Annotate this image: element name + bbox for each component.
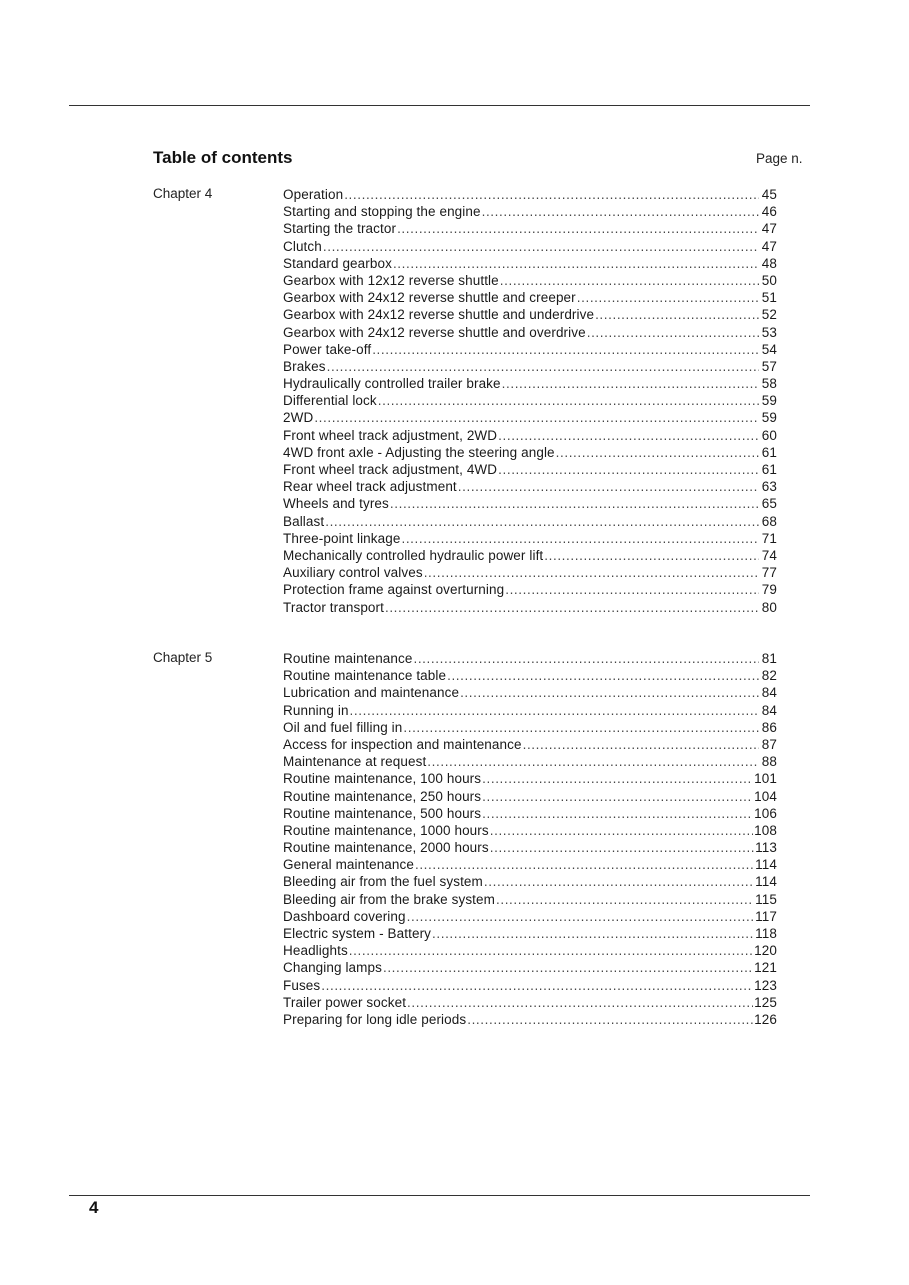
toc-entry-title: Gearbox with 24x12 reverse shuttle and creeper bbox=[283, 290, 576, 306]
toc-list-chapter-4 bbox=[283, 186, 777, 616]
dot-leader bbox=[390, 495, 759, 512]
toc-entry-page: 101 bbox=[754, 771, 777, 787]
toc-entry-title: Gearbox with 12x12 reverse shuttle bbox=[283, 272, 499, 288]
toc-entry-title: Front wheel track adjustment, 4WD bbox=[283, 462, 498, 477]
toc-entry-title: Brakes bbox=[283, 358, 326, 374]
toc-entry bbox=[283, 702, 777, 719]
toc-entry bbox=[283, 822, 777, 839]
toc-entry bbox=[283, 684, 777, 701]
toc-entry bbox=[283, 650, 777, 667]
toc-entry-title: Oil and fuel filling in bbox=[283, 719, 403, 735]
toc-entry-title: Lubrication and maintenance bbox=[283, 685, 460, 701]
toc-entry-title: Routine maintenance table bbox=[283, 668, 447, 684]
dot-leader bbox=[458, 478, 759, 495]
dot-leader bbox=[556, 444, 759, 461]
dot-leader bbox=[327, 358, 759, 375]
toc-entry bbox=[283, 186, 777, 203]
dot-leader bbox=[467, 1011, 753, 1028]
dot-leader bbox=[427, 753, 759, 770]
toc-entry-title: General maintenance bbox=[283, 857, 414, 873]
toc-entry-title: Trailer power socket bbox=[283, 994, 407, 1010]
chapter-label-5: Chapter 5 bbox=[153, 650, 213, 665]
dot-leader bbox=[349, 942, 753, 959]
toc-entry-page: 47 bbox=[761, 238, 777, 254]
toc-entry-page: 50 bbox=[761, 272, 777, 288]
toc-entry-title: Gearbox with 24x12 reverse shuttle and underdrive bbox=[283, 307, 595, 323]
toc-entry-page: 113 bbox=[755, 840, 777, 856]
toc-entry bbox=[283, 753, 777, 770]
dot-leader bbox=[323, 238, 759, 255]
toc-entry-page: 45 bbox=[761, 187, 777, 202]
toc-entry-page: 87 bbox=[761, 736, 777, 752]
page-number: 4 bbox=[89, 1198, 99, 1217]
header-rule bbox=[69, 105, 810, 106]
toc-entry-title: Headlights bbox=[283, 943, 348, 959]
dot-leader bbox=[344, 186, 759, 203]
toc-entry bbox=[283, 324, 777, 341]
dot-leader bbox=[498, 427, 759, 444]
toc-entry bbox=[283, 392, 777, 409]
toc-entry-page: 61 bbox=[761, 444, 777, 460]
dot-leader bbox=[482, 203, 759, 220]
toc-entry-page: 125 bbox=[754, 994, 777, 1010]
toc-entry bbox=[283, 788, 777, 805]
toc-entry-page: 60 bbox=[761, 427, 777, 443]
toc-entry-page: 81 bbox=[761, 651, 777, 666]
toc-entry-page: 59 bbox=[761, 410, 777, 426]
toc-entry-title: Starting the tractor bbox=[283, 221, 397, 237]
dot-leader bbox=[393, 255, 759, 272]
toc-entry-title: Operation bbox=[283, 187, 344, 202]
toc-entry-page: 79 bbox=[761, 582, 777, 598]
dot-leader bbox=[505, 581, 759, 598]
toc-entry-page: 61 bbox=[761, 462, 777, 477]
toc-entry-page: 82 bbox=[761, 668, 777, 684]
toc-entry bbox=[283, 220, 777, 237]
toc-entry-page: 126 bbox=[754, 1011, 777, 1027]
dot-leader bbox=[403, 719, 759, 736]
dot-leader bbox=[577, 289, 759, 306]
dot-leader bbox=[595, 306, 759, 323]
toc-entry-title: Running in bbox=[283, 702, 349, 718]
toc-entry-title: Front wheel track adjustment, 2WD bbox=[283, 427, 498, 443]
toc-entry-title: 2WD bbox=[283, 410, 314, 426]
dot-leader bbox=[523, 736, 759, 753]
toc-entry-title: Protection frame against overturning bbox=[283, 582, 505, 598]
toc-entry-title: Access for inspection and maintenance bbox=[283, 736, 522, 752]
toc-list-chapter-5 bbox=[283, 650, 777, 1028]
toc-entry bbox=[283, 942, 777, 959]
toc-entry bbox=[283, 272, 777, 289]
toc-entry-title: 4WD front axle - Adjusting the steering angle bbox=[283, 444, 555, 460]
toc-entry bbox=[283, 238, 777, 255]
toc-entry-page: 114 bbox=[755, 857, 777, 873]
dot-leader bbox=[407, 908, 755, 925]
toc-entry bbox=[283, 891, 777, 908]
toc-entry bbox=[283, 255, 777, 272]
toc-entry bbox=[283, 581, 777, 598]
toc-entry bbox=[283, 908, 777, 925]
toc-entry bbox=[283, 289, 777, 306]
toc-entry-page: 47 bbox=[761, 221, 777, 237]
toc-entry bbox=[283, 667, 777, 684]
toc-entry bbox=[283, 925, 777, 942]
toc-entry-page: 86 bbox=[761, 719, 777, 735]
dot-leader bbox=[460, 684, 759, 701]
toc-entry-page: 52 bbox=[761, 307, 777, 323]
toc-entry-page: 121 bbox=[754, 960, 777, 976]
toc-entry-title: Routine maintenance, 500 hours bbox=[283, 805, 482, 821]
toc-entry-title: Power take-off bbox=[283, 341, 372, 357]
toc-entry bbox=[283, 495, 777, 512]
dot-leader bbox=[482, 788, 753, 805]
dot-leader bbox=[482, 770, 753, 787]
toc-entry-title: Routine maintenance, 100 hours bbox=[283, 771, 482, 787]
toc-entry bbox=[283, 839, 777, 856]
toc-entry-page: 123 bbox=[754, 977, 777, 993]
toc-entry-title: Differential lock bbox=[283, 393, 377, 409]
dot-leader bbox=[397, 220, 759, 237]
toc-entry-page: 63 bbox=[761, 479, 777, 495]
toc-entry-page: 88 bbox=[761, 754, 777, 770]
toc-entry bbox=[283, 547, 777, 564]
toc-entry-title: Starting and stopping the engine bbox=[283, 204, 481, 220]
toc-entry-page: 115 bbox=[755, 891, 777, 907]
dot-leader bbox=[587, 324, 759, 341]
toc-entry bbox=[283, 1011, 777, 1028]
toc-entry-title: Fuses bbox=[283, 977, 321, 993]
toc-entry bbox=[283, 341, 777, 358]
dot-leader bbox=[350, 702, 759, 719]
toc-entry bbox=[283, 856, 777, 873]
dot-leader bbox=[447, 667, 759, 684]
dot-leader bbox=[490, 822, 753, 839]
toc-entry bbox=[283, 564, 777, 581]
toc-entry-title: Rear wheel track adjustment bbox=[283, 479, 457, 495]
dot-leader bbox=[498, 461, 759, 478]
toc-entry-title: Dashboard covering bbox=[283, 908, 406, 924]
dot-leader bbox=[415, 856, 754, 873]
toc-entry-title: Electric system - Battery bbox=[283, 926, 432, 941]
page-column-label: Page n. bbox=[756, 151, 803, 166]
dot-leader bbox=[372, 341, 759, 358]
toc-entry-title: Auxiliary control valves bbox=[283, 565, 423, 581]
toc-entry-page: 51 bbox=[761, 290, 777, 306]
toc-entry-title: Preparing for long idle periods bbox=[283, 1011, 467, 1027]
dot-leader bbox=[544, 547, 759, 564]
toc-entry-title: Clutch bbox=[283, 238, 322, 254]
toc-entry bbox=[283, 461, 777, 478]
toc-entry bbox=[283, 736, 777, 753]
toc-entry-title: Ballast bbox=[283, 513, 325, 529]
dot-leader bbox=[385, 599, 759, 616]
toc-entry bbox=[283, 873, 777, 890]
toc-entry-page: 117 bbox=[755, 908, 777, 924]
toc-entry-page: 114 bbox=[755, 874, 777, 890]
toc-entry-title: Standard gearbox bbox=[283, 255, 392, 271]
page-title: Table of contents bbox=[153, 148, 293, 167]
toc-entry bbox=[283, 478, 777, 495]
toc-entry bbox=[283, 513, 777, 530]
toc-entry-title: Routine maintenance bbox=[283, 651, 413, 666]
dot-leader bbox=[383, 959, 753, 976]
dot-leader bbox=[484, 873, 754, 890]
toc-entry-title: Routine maintenance, 250 hours bbox=[283, 788, 482, 804]
toc-entry-title: Bleeding air from the brake system bbox=[283, 891, 495, 907]
dot-leader bbox=[378, 392, 759, 409]
dot-leader bbox=[413, 650, 759, 667]
toc-entry-page: 53 bbox=[761, 324, 777, 340]
toc-entry-page: 84 bbox=[761, 702, 777, 718]
dot-leader bbox=[482, 805, 753, 822]
toc-entry bbox=[283, 599, 777, 616]
toc-entry-page: 104 bbox=[754, 788, 777, 804]
dot-leader bbox=[325, 513, 759, 530]
dot-leader bbox=[432, 925, 754, 942]
toc-entry bbox=[283, 530, 777, 547]
toc-entry-page: 68 bbox=[761, 513, 777, 529]
toc-entry-title: Routine maintenance, 1000 hours bbox=[283, 822, 489, 838]
toc-entry bbox=[283, 805, 777, 822]
toc-entry-page: 77 bbox=[761, 565, 777, 581]
toc-entry bbox=[283, 306, 777, 323]
toc-entry-title: Bleeding air from the fuel system bbox=[283, 874, 483, 890]
toc-entry bbox=[283, 375, 777, 392]
dot-leader bbox=[407, 994, 753, 1011]
toc-entry-page: 46 bbox=[761, 204, 777, 220]
toc-entry bbox=[283, 770, 777, 787]
dot-leader bbox=[321, 977, 753, 994]
toc-entry-title: Routine maintenance, 2000 hours bbox=[283, 840, 489, 856]
toc-entry-page: 120 bbox=[754, 943, 777, 959]
toc-entry-title: Tractor transport bbox=[283, 599, 384, 615]
toc-entry-page: 59 bbox=[761, 393, 777, 409]
toc-entry-page: 54 bbox=[761, 341, 777, 357]
toc-entry-page: 65 bbox=[761, 496, 777, 512]
toc-entry-title: Changing lamps bbox=[283, 960, 382, 976]
toc-entry-page: 118 bbox=[755, 926, 777, 941]
toc-entry-title: Hydraulically controlled trailer brake bbox=[283, 376, 501, 392]
toc-entry-page: 57 bbox=[761, 358, 777, 374]
dot-leader bbox=[314, 409, 759, 426]
toc-entry-title: Wheels and tyres bbox=[283, 496, 389, 512]
dot-leader bbox=[490, 839, 754, 856]
toc-entry-page: 84 bbox=[761, 685, 777, 701]
footer-rule bbox=[69, 1195, 810, 1196]
toc-entry-page: 106 bbox=[754, 805, 777, 821]
toc-entry bbox=[283, 959, 777, 976]
dot-leader bbox=[502, 375, 759, 392]
toc-entry-title: Mechanically controlled hydraulic power lift bbox=[283, 547, 544, 563]
toc-entry-title: Maintenance at request bbox=[283, 754, 427, 770]
toc-entry-page: 108 bbox=[754, 822, 777, 838]
dot-leader bbox=[500, 272, 759, 289]
toc-entry-page: 74 bbox=[761, 547, 777, 563]
toc-entry bbox=[283, 427, 777, 444]
toc-entry-title: Gearbox with 24x12 reverse shuttle and overdrive bbox=[283, 324, 586, 340]
toc-entry-title: Three-point linkage bbox=[283, 530, 401, 546]
toc-entry-page: 48 bbox=[761, 255, 777, 271]
toc-entry bbox=[283, 203, 777, 220]
dot-leader bbox=[424, 564, 759, 581]
dot-leader bbox=[496, 891, 754, 908]
toc-entry bbox=[283, 409, 777, 426]
toc-entry-page: 80 bbox=[761, 599, 777, 615]
toc-entry-page: 71 bbox=[761, 530, 777, 546]
toc-entry bbox=[283, 719, 777, 736]
dot-leader bbox=[401, 530, 759, 547]
toc-entry bbox=[283, 444, 777, 461]
toc-entry bbox=[283, 358, 777, 375]
toc-entry bbox=[283, 977, 777, 994]
toc-entry bbox=[283, 994, 777, 1011]
chapter-label-4: Chapter 4 bbox=[153, 186, 213, 201]
toc-entry-page: 58 bbox=[761, 376, 777, 392]
